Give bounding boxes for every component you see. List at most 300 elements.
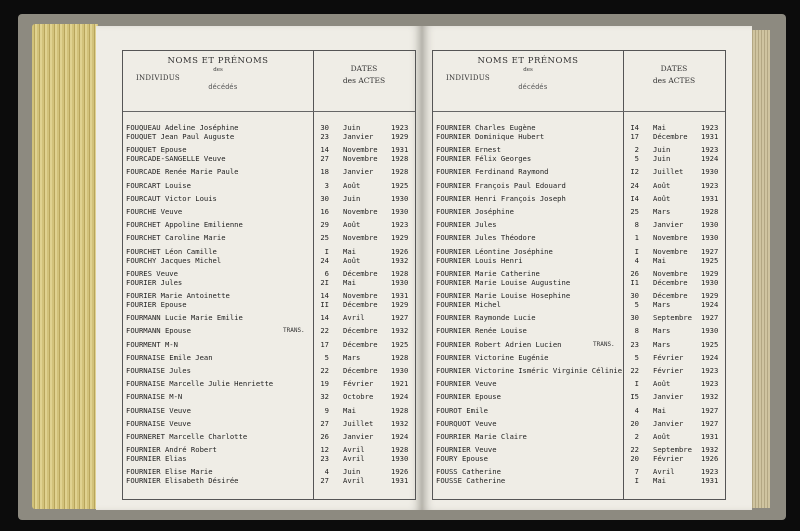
entry-month: Avril xyxy=(343,476,365,486)
entry-name: FOURNAISE Veuve xyxy=(126,405,191,415)
entry-year: 1927 xyxy=(391,313,409,323)
entry-month: Septembre xyxy=(653,313,692,323)
table-row xyxy=(123,167,415,179)
entry-name: FOUQUET Epouse xyxy=(126,145,187,155)
entry-month: Mai xyxy=(653,255,666,265)
entry-month: Novembre xyxy=(343,154,378,164)
entry-day: 4 xyxy=(634,255,639,265)
entry-name: FOURNIER Victorine Eugénie xyxy=(436,352,549,362)
entry-name: FOURNIER Robert Adrien Lucien xyxy=(436,339,562,349)
entry-year: 1930 xyxy=(391,277,409,287)
entry-day: 30 xyxy=(630,291,639,300)
entry-year: 1923 xyxy=(701,366,719,375)
entry-year: 1928 xyxy=(701,207,719,216)
entry-year: 1928 xyxy=(391,154,409,164)
entry-name: FOURMENT M-N xyxy=(126,339,178,349)
entry-month: Janvier xyxy=(343,432,374,441)
entry-name: FOURCAUT Victor Louis xyxy=(126,193,217,203)
entry-year: 1931 xyxy=(701,432,719,441)
entry-day: 18 xyxy=(320,167,329,177)
entry-day: 27 xyxy=(320,418,329,428)
table-row xyxy=(433,313,725,325)
entry-month: Juin xyxy=(343,193,361,203)
entry-name: FOURNIER Victorine Isméric Virginie Célinie xyxy=(436,366,623,375)
register-table-right xyxy=(432,50,726,500)
entry-name: FOURNIER Ferdinand Raymond xyxy=(436,167,549,177)
entry-year: 1926 xyxy=(701,454,719,464)
table-row xyxy=(123,340,415,352)
entry-month: Janvier xyxy=(653,220,684,230)
entry-year: 1923 xyxy=(701,145,719,155)
entry-year: 1925 xyxy=(701,339,719,349)
table-row xyxy=(433,340,725,352)
entry-name: FOUROT Emile xyxy=(436,405,488,415)
entry-month: Mars xyxy=(343,352,361,362)
entry-year: 1921 xyxy=(391,379,409,389)
entry-day: 7 xyxy=(634,467,639,477)
entry-year: 1932 xyxy=(701,445,719,455)
entry-name: FOURNAISE Emile Jean xyxy=(126,352,213,362)
table-row xyxy=(123,353,415,365)
entry-month: Mars xyxy=(653,326,671,336)
entry-month: Juillet xyxy=(653,167,684,177)
entry-name: FOURMANN Lucie Marie Emilie xyxy=(126,313,243,323)
entry-year: 1930 xyxy=(701,167,719,177)
entry-month: Février xyxy=(653,366,684,375)
table-row xyxy=(123,207,415,219)
entry-month: Mai xyxy=(653,123,666,132)
entry-year: 1923 xyxy=(701,467,719,477)
entry-year: 1932 xyxy=(391,255,409,265)
entry-month: Janvier xyxy=(343,167,374,177)
entry-name: FOURCART Louise xyxy=(126,180,191,190)
entry-year: 1929 xyxy=(391,233,409,243)
entry-month: Mars xyxy=(653,207,671,216)
entry-month: Janvier xyxy=(653,418,684,428)
entry-month: Juin xyxy=(343,467,361,477)
names-header: NOMS ET PRÉNOMS xyxy=(477,56,579,66)
entry-name: FOURCHET Appoline Emilienne xyxy=(126,220,243,230)
entry-day: I4 xyxy=(630,123,639,132)
entry-month: Juin xyxy=(343,123,361,132)
table-row xyxy=(123,392,415,404)
entry-year: 1925 xyxy=(391,180,409,190)
table-row xyxy=(123,419,415,431)
entry-year: 1923 xyxy=(701,379,719,389)
names-header-des: des xyxy=(213,67,223,73)
entry-day: I xyxy=(634,379,639,389)
entry-month: Novembre xyxy=(343,233,378,243)
entry-month: Août xyxy=(343,255,361,265)
entry-month: Mars xyxy=(653,300,671,309)
entry-name: FOURNERET Marcelle Charlotte xyxy=(126,432,248,441)
left-page xyxy=(96,26,422,510)
entry-name: FOURNIER Renée Louise xyxy=(436,326,527,336)
table-row xyxy=(123,220,415,232)
entry-month: Mai xyxy=(343,405,356,415)
entry-year: 1930 xyxy=(701,233,719,243)
entry-year: 1923 xyxy=(701,180,719,190)
entry-year: 1929 xyxy=(701,268,719,278)
entry-name: FOURNIER Jules Théodore xyxy=(436,233,536,243)
table-row xyxy=(433,419,725,431)
entry-year: 1926 xyxy=(391,467,409,477)
entry-day: 20 xyxy=(630,418,639,428)
entry-year: 1931 xyxy=(701,193,719,203)
entry-day: 19 xyxy=(320,379,329,389)
entry-year: 1930 xyxy=(391,454,409,464)
entry-day: 23 xyxy=(630,339,639,349)
entry-year: 1928 xyxy=(391,352,409,362)
table-row xyxy=(433,379,725,391)
entry-name: FOURCADE Renée Marie Paule xyxy=(126,167,239,177)
entry-year: 1928 xyxy=(391,405,409,415)
entry-day: 3 xyxy=(324,180,329,190)
entry-name: FOUSSE Catherine xyxy=(436,476,506,486)
entry-name: FOURQUOT Veuve xyxy=(436,418,497,428)
table-row xyxy=(123,300,415,312)
names-header: NOMS ET PRÉNOMS xyxy=(167,56,269,66)
entry-name: FOURNIER Michel xyxy=(436,300,501,309)
entry-month: Janvier xyxy=(343,132,374,141)
page-edges-left xyxy=(32,24,98,509)
table-row xyxy=(123,432,415,444)
table-row xyxy=(123,256,415,268)
entry-name: FOURNIER Joséphine xyxy=(436,207,514,216)
table-row xyxy=(433,167,725,179)
entry-name: FOUSS Catherine xyxy=(436,467,501,477)
entry-month: Mars xyxy=(653,339,671,349)
entry-year: 1928 xyxy=(391,445,409,455)
entry-name: FOURNAISE Marcelle Julie Henriette xyxy=(126,379,274,389)
entry-note: TRANS. xyxy=(593,340,615,348)
entry-month: Mai xyxy=(343,246,356,256)
entry-year: 1931 xyxy=(701,476,719,486)
table-row xyxy=(123,313,415,325)
entry-year: 1923 xyxy=(391,123,409,132)
entry-name: FOURNAISE Jules xyxy=(126,366,191,375)
entry-name: FOURNIER Ernest xyxy=(436,145,501,155)
entry-month: Août xyxy=(653,193,671,203)
entry-day: 12 xyxy=(320,445,329,455)
entry-month: Novembre xyxy=(653,233,688,243)
entry-name: FOURCHET Caroline Marie xyxy=(126,233,226,243)
entry-day: 30 xyxy=(320,193,329,203)
entry-year: 1924 xyxy=(701,154,719,164)
entry-month: Juin xyxy=(653,154,671,164)
entry-month: Avril xyxy=(343,454,365,464)
entry-month: Décembre xyxy=(653,132,688,141)
entry-name: FOURNIER Elise Marie xyxy=(126,467,213,477)
entry-day: 20 xyxy=(630,454,639,464)
entry-month: Avril xyxy=(343,445,365,455)
entry-day: 22 xyxy=(320,326,329,336)
entry-year: 1925 xyxy=(701,255,719,265)
entry-day: 17 xyxy=(630,132,639,141)
entry-day: 17 xyxy=(320,339,329,349)
entry-month: Août xyxy=(653,379,671,389)
entry-day: 4 xyxy=(634,405,639,415)
entry-day: 29 xyxy=(320,220,329,230)
entry-day: 6 xyxy=(324,268,329,278)
table-row xyxy=(123,278,415,290)
entry-name: FOURNIER Dominique Hubert xyxy=(436,132,545,141)
entry-month: Février xyxy=(653,454,684,464)
table-row xyxy=(433,454,725,466)
names-header-des: des xyxy=(523,67,533,73)
entry-name: FOURNIER Marie Louise Hosephine xyxy=(436,291,571,300)
entry-year: 1930 xyxy=(391,366,409,375)
table-row xyxy=(123,326,415,338)
entry-year: 1930 xyxy=(701,326,719,336)
entry-year: 1930 xyxy=(391,207,409,216)
entry-day: 22 xyxy=(630,445,639,455)
entry-name: FOURNIER François Paul Edouard xyxy=(436,180,566,190)
entry-name: FOURES Veuve xyxy=(126,268,178,278)
entry-name: FOURNIER Marie Catherine xyxy=(436,268,540,278)
entry-day: 24 xyxy=(320,255,329,265)
entry-year: 1924 xyxy=(391,392,409,402)
entry-month: Novembre xyxy=(343,207,378,216)
table-row xyxy=(123,454,415,466)
entry-year: 1924 xyxy=(701,300,719,309)
entry-year: 1931 xyxy=(391,291,409,300)
table-row xyxy=(123,366,415,378)
entry-year: 1929 xyxy=(701,291,719,300)
entry-day: 2 xyxy=(634,432,639,441)
entry-name: FOURCHE Veuve xyxy=(126,207,183,216)
entry-day: 27 xyxy=(320,476,329,486)
entry-year: 1932 xyxy=(391,326,409,336)
table-row xyxy=(433,353,725,365)
table-row xyxy=(433,154,725,166)
entry-month: Mai xyxy=(653,405,666,415)
entry-name: FOURNIER Louis Henri xyxy=(436,255,523,265)
entry-name: FOURNIER Jules xyxy=(436,220,497,230)
entry-name: FOURNIER Marie Louise Augustine xyxy=(436,277,571,287)
table-row xyxy=(123,406,415,418)
entry-name: FOURNIER André Robert xyxy=(126,445,217,455)
entry-name: FOURIER Marie Antoinette xyxy=(126,291,230,300)
entry-year: 1929 xyxy=(391,132,409,141)
entry-day: 16 xyxy=(320,207,329,216)
entry-name: FOURNIER Elisabeth Désirée xyxy=(126,476,239,486)
entry-day: I2 xyxy=(630,167,639,177)
table-row xyxy=(433,300,725,312)
dates-header-actes: des ACTES xyxy=(652,76,696,85)
entry-day: II xyxy=(320,300,329,309)
entry-month: Avril xyxy=(343,313,365,323)
entry-name: FOURNIER Léontine Joséphine xyxy=(436,246,553,256)
entry-day: 24 xyxy=(630,180,639,190)
entry-year: 1924 xyxy=(701,352,719,362)
table-row xyxy=(433,326,725,338)
entry-day: 9 xyxy=(324,405,329,415)
entry-day: 25 xyxy=(320,233,329,243)
entry-day: 2 xyxy=(634,145,639,155)
names-header-decedes: décédés xyxy=(518,83,548,91)
entry-day: 26 xyxy=(630,268,639,278)
entry-month: Avril xyxy=(653,467,675,477)
entry-day: 22 xyxy=(630,366,639,375)
names-header-decedes: décédés xyxy=(208,83,238,91)
entry-name: FOURY Epouse xyxy=(436,454,488,464)
table-row xyxy=(123,476,415,488)
entry-month: Octobre xyxy=(343,392,374,402)
table-row xyxy=(433,256,725,268)
entry-year: 1926 xyxy=(391,246,409,256)
table-row xyxy=(433,207,725,219)
entry-day: 30 xyxy=(630,313,639,323)
entry-day: I5 xyxy=(630,392,639,402)
entry-month: Décembre xyxy=(343,300,378,309)
entry-name: FOURRIER Marie Claire xyxy=(436,432,527,441)
table-row xyxy=(433,392,725,404)
entry-year: 1930 xyxy=(701,277,719,287)
table-row xyxy=(433,194,725,206)
entry-year: 1924 xyxy=(391,432,409,441)
entry-month: Novembre xyxy=(343,291,378,300)
entry-name: FOURNIER Veuve xyxy=(436,445,497,455)
entry-day: 14 xyxy=(320,145,329,155)
entry-day: 5 xyxy=(324,352,329,362)
entry-name: FOUQUEAU Adeline Joséphine xyxy=(126,123,239,132)
entry-month: Août xyxy=(343,220,361,230)
table-row xyxy=(123,194,415,206)
entry-name: FOURMANN Epouse xyxy=(126,326,191,336)
entry-day: 23 xyxy=(320,454,329,464)
entry-year: 1929 xyxy=(391,300,409,309)
entry-year: 1927 xyxy=(701,246,719,256)
entry-month: Novembre xyxy=(653,246,688,256)
table-row xyxy=(123,181,415,193)
entry-year: 1928 xyxy=(391,167,409,177)
entry-day: 1 xyxy=(634,233,639,243)
table-row xyxy=(433,233,725,245)
entry-month: Décembre xyxy=(653,291,688,300)
right-page xyxy=(422,26,752,510)
entry-month: Novembre xyxy=(653,268,688,278)
entry-year: 1930 xyxy=(701,220,719,230)
page-edges-right xyxy=(750,30,770,508)
entry-name: FOURNAISE M-N xyxy=(126,392,183,402)
entry-day: I4 xyxy=(630,193,639,203)
entry-day: 32 xyxy=(320,392,329,402)
table-row xyxy=(433,432,725,444)
entry-month: Février xyxy=(343,379,374,389)
entry-day: 8 xyxy=(634,326,639,336)
entry-day: 14 xyxy=(320,313,329,323)
entry-year: 1931 xyxy=(391,145,409,155)
entry-month: Mai xyxy=(343,277,356,287)
entry-day: 5 xyxy=(634,352,639,362)
table-row xyxy=(123,154,415,166)
entry-name: FOURNIER Epouse xyxy=(436,392,501,402)
entry-month: Août xyxy=(343,180,361,190)
entry-year: 1927 xyxy=(701,313,719,323)
entry-day: I1 xyxy=(630,277,639,287)
entry-month: Septembre xyxy=(653,445,692,455)
entry-name: FOURCADE-SANGELLE Veuve xyxy=(126,154,226,164)
entry-day: 27 xyxy=(320,154,329,164)
table-row xyxy=(433,476,725,488)
table-row xyxy=(433,406,725,418)
entry-day: 22 xyxy=(320,366,329,375)
entry-day: 14 xyxy=(320,291,329,300)
entry-year: 1932 xyxy=(391,418,409,428)
entry-month: Mai xyxy=(653,476,666,486)
entry-year: 1932 xyxy=(701,392,719,402)
entry-month: Décembre xyxy=(343,268,378,278)
table-row xyxy=(123,233,415,245)
entry-year: 1925 xyxy=(391,339,409,349)
entry-day: 5 xyxy=(634,300,639,309)
entry-month: Décembre xyxy=(653,277,688,287)
entry-name: FOURIER Jules xyxy=(126,277,183,287)
entry-day: 30 xyxy=(320,123,329,132)
entry-name: FOURNIER Elias xyxy=(126,454,187,464)
entry-day: 2I xyxy=(320,277,329,287)
entry-month: Décembre xyxy=(343,339,378,349)
entry-day: I xyxy=(634,246,639,256)
entry-year: 1927 xyxy=(701,418,719,428)
dates-header: DATES xyxy=(350,64,378,73)
table-row xyxy=(433,220,725,232)
entry-month: Juillet xyxy=(343,418,374,428)
entry-day: 23 xyxy=(320,132,329,141)
entry-day: I xyxy=(634,476,639,486)
entry-year: 1928 xyxy=(391,268,409,278)
entry-name: FOUQUET Jean Paul Auguste xyxy=(126,132,235,141)
entry-year: 1923 xyxy=(701,123,719,132)
entry-month: Décembre xyxy=(343,366,378,375)
entry-note: TRANS. xyxy=(283,327,305,335)
table-row xyxy=(123,132,415,144)
entry-name: FOURNIER Veuve xyxy=(436,379,497,389)
entry-month: Février xyxy=(653,352,684,362)
entry-day: 4 xyxy=(324,467,329,477)
entry-month: Août xyxy=(653,180,671,190)
entry-name: FOURNAISE Veuve xyxy=(126,418,191,428)
entry-month: Août xyxy=(653,432,671,441)
entry-year: 1927 xyxy=(701,405,719,415)
entry-month: Décembre xyxy=(343,326,378,336)
dates-header: DATES xyxy=(660,64,688,73)
entry-day: 26 xyxy=(320,432,329,441)
names-header-individus: INDIVIDUS xyxy=(135,74,181,82)
register-table-left xyxy=(122,50,416,500)
entry-year: 1923 xyxy=(391,220,409,230)
entry-year: 1930 xyxy=(391,193,409,203)
entry-day: 8 xyxy=(634,220,639,230)
entry-name: FOURCHY Jacques Michel xyxy=(126,255,222,265)
entry-name: FOURCHET Léon Camille xyxy=(126,246,217,256)
entry-year: 1931 xyxy=(701,132,719,141)
entry-name: FOURNIER Charles Eugène xyxy=(436,123,536,132)
entry-year: 1931 xyxy=(391,476,409,486)
table-row xyxy=(433,132,725,144)
names-header-individus: INDIVIDUS xyxy=(445,74,491,82)
dates-header-actes: des ACTES xyxy=(342,76,386,85)
entry-day: 5 xyxy=(634,154,639,164)
entry-day: 25 xyxy=(630,207,639,216)
table-row xyxy=(123,379,415,391)
entry-month: Janvier xyxy=(653,392,684,402)
entry-day: I xyxy=(324,246,329,256)
table-row xyxy=(433,366,725,378)
entry-name: FOURIER Epouse xyxy=(126,300,187,309)
table-row xyxy=(433,278,725,290)
